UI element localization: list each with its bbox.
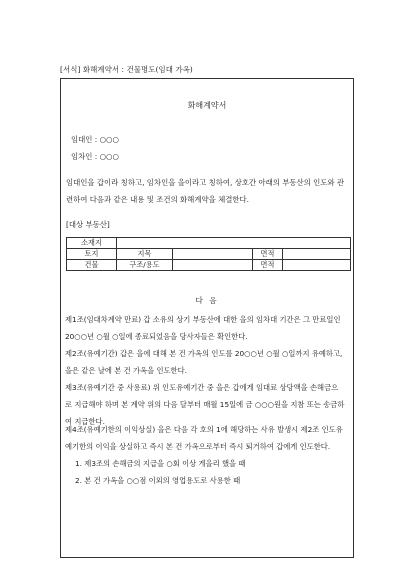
table-row xyxy=(67,238,351,249)
land-label: 토지 xyxy=(67,249,117,260)
building-area-label: 면적 xyxy=(253,260,283,271)
article-1: 제1조(임대차계약 만료) 갑 소유의 상기 부동산에 대한 을의 임차대 기간은 그 만료일인 20○○년 ○월 ○일에 종료되었음을 당사자들은 확인한다. xyxy=(65,315,341,341)
property-section-label: [대상 부동산] xyxy=(66,220,110,229)
building-label: 건물 xyxy=(67,260,117,271)
land-category-value xyxy=(173,249,253,260)
article-4: 제4조(유예기한의 이익상실) 을은 다음 각 호의 1에 해당하는 사유 발생시 제2조 인도유예기한의 이익을 상실하고 즉시 본 건 가옥으로부터 즉시 퇴거하여 갑에게 인도한다. xyxy=(65,425,343,451)
document-header: [서식] 화해계약서 : 건물명도(임대 가옥) xyxy=(60,65,193,74)
land-area-label: 면적 xyxy=(253,249,283,260)
intro-paragraph: 임대인을 갑이라 칭하고, 임차인을 을이라고 칭하여, 상호간 아래의 부동산의 인도와 관련하여 다음과 같은 내용 및 조건의 화해계약을 체결한다. xyxy=(66,178,345,204)
table-row xyxy=(67,249,351,260)
article-3: 제3조(유예기간 중 사용료) 위 인도유예기간 중 을은 갑에게 임대료 상당액을 손해금으로 지급해야 하며 본 계약 위의 다음 달부터 매월 15일에 금 ○○○원을 지참 또는 송금하여 지급한다. xyxy=(65,383,345,426)
lessor-line: 임대인 : ○○○ xyxy=(71,135,119,144)
building-area-value xyxy=(283,260,351,271)
location-label: 소재지 xyxy=(67,238,117,249)
lessee-line: 임차인 : ○○○ xyxy=(71,152,119,161)
table-row xyxy=(67,260,351,271)
article-2: 제2조(유예기간) 갑은 을에 대해 본 건 가옥의 인도를 20○○년 ○월 ○일까지 유예하고, 을은 같은 날에 본 건 가옥을 인도한다. xyxy=(65,349,343,375)
article-4-item-2: 2. 본 건 가옥을 ○○점 이외의 영업용도로 사용한 때 xyxy=(75,476,241,485)
terms-heading: 다 음 xyxy=(195,296,219,305)
building-category-label: 구조/용도 xyxy=(117,260,173,271)
document-title: 화해계약서 xyxy=(187,101,227,110)
building-category-value xyxy=(173,260,253,271)
location-value xyxy=(117,238,351,249)
contract-document xyxy=(60,78,354,558)
property-table xyxy=(66,237,351,271)
land-category-label: 지목 xyxy=(117,249,173,260)
article-4-item-1: 1. 제3조의 손해금의 지급을 ○회 이상 게을리 했을 때 xyxy=(75,459,246,468)
land-area-value xyxy=(283,249,351,260)
